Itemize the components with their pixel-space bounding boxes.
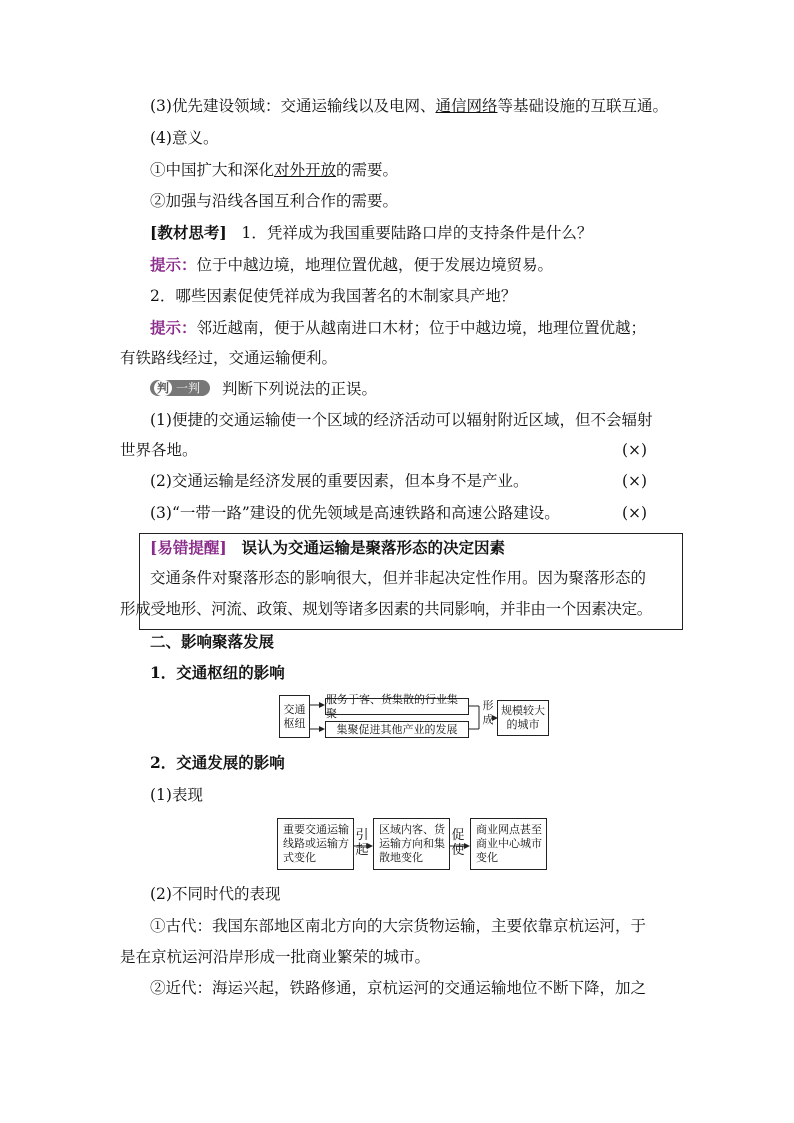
judge-intro: 判 一判 判断下列说法的正误。 [150, 378, 377, 400]
industry-development-box: 集聚促进其他产业的发展 [325, 721, 469, 738]
cause-label: 引 起 [355, 828, 369, 858]
ancient-line-2: 是在京杭运河沿岸形成一批商业繁荣的城市。 [120, 948, 431, 966]
eras-heading: (2)不同时代的表现 [150, 885, 281, 903]
link-communication-network[interactable]: 通信网络 [435, 97, 498, 115]
hint-label: 提示： [150, 318, 197, 337]
mistake-label: [易错提醒] [150, 538, 227, 557]
textbook-thinking-label: [教材思考] [150, 223, 227, 242]
significance-item-2: ②加强与沿线各国互利合作的需要。 [150, 192, 399, 210]
textbook-answer-2: 提示：邻近越南，便于从越南进口木材；位于中越边境，地理位置优越； [150, 318, 647, 337]
ancient-line-1: ①古代：我国东部地区南北方向的大宗货物运输，主要依靠京杭运河，于 [150, 917, 647, 935]
significance-heading: (4)意义。 [150, 129, 219, 147]
commercial-change-box: 商业网点甚至 商业中心城市 变化 [470, 818, 547, 870]
judge-item-2: (2)交通运输是经济发展的重要因素，但本身不是产业。 [150, 472, 529, 490]
judge-mark-1: (×) [622, 441, 648, 459]
judge-mark-2: (×) [622, 472, 648, 490]
industry-cluster-box: 服务于客、货集散的行业集聚 [325, 698, 469, 715]
manifestation-heading: (1)表现 [150, 786, 203, 804]
link-opening-up[interactable]: 对外开放 [274, 161, 337, 179]
textbook-answer-1: 提示：位于中越边境，地理位置优越，便于发展边境贸易。 [150, 255, 554, 274]
section-heading-settlement: 二、影响聚落发展 [150, 632, 275, 651]
textbook-question-2: 2．哪些因素促使凭祥成为我国著名的木制家具产地？ [150, 287, 517, 305]
textbook-answer-2-cont: 有铁路线经过，交通运输便利。 [120, 349, 338, 367]
mistake-title: [易错提醒] 误认为交通运输是聚落形态的决定因素 [150, 538, 505, 557]
distribution-change-box: 区域内客、货 运输方向和集 散地变化 [373, 818, 450, 870]
hub-box: 交通 枢纽 [279, 695, 310, 738]
mistake-line-2: 形成受地形、河流、政策、规划等诸多因素的共同影响，并非由一个因素决定。 [120, 600, 653, 618]
promote-label: 促 使 [451, 828, 465, 858]
judge-item-1-cont: 世界各地。 [120, 441, 198, 459]
route-change-box: 重要交通运输 线路或运输方 式变化 [277, 818, 354, 870]
city-box: 规模较大 的城市 [497, 700, 549, 736]
sub-heading-hub: 1．交通枢纽的影响 [150, 663, 285, 682]
significance-item-1: ①中国扩大和深化对外开放的需要。 [150, 161, 399, 179]
hint-label: 提示： [150, 255, 197, 274]
sub-heading-transport-development: 2．交通发展的影响 [150, 753, 285, 772]
judge-badge: 判 一判 [150, 380, 210, 396]
judge-item-3: (3)“一带一路”建设的优先领域是高速铁路和高速公路建设。 [150, 504, 560, 522]
modern-line-1: ②近代：海运兴起，铁路修通，京杭运河的交通运输地位不断下降，加之 [150, 979, 647, 997]
textbook-question-1: [教材思考] 1．凭祥成为我国重要陆路口岸的支持条件是什么？ [150, 223, 593, 242]
mistake-line-1: 交通条件对聚落形态的影响很大，但并非起决定性作用。因为聚落形态的 [150, 569, 647, 587]
form-label: 形 成 [482, 699, 494, 726]
judge-mark-3: (×) [622, 504, 648, 522]
priority-areas-line: (3)优先建设领域：交通运输线以及电网、通信网络等基础设施的互联互通。 [150, 97, 668, 115]
judge-item-1: (1)便捷的交通运输使一个区域的经济活动可以辐射附近区域，但不会辐射 [150, 411, 653, 429]
